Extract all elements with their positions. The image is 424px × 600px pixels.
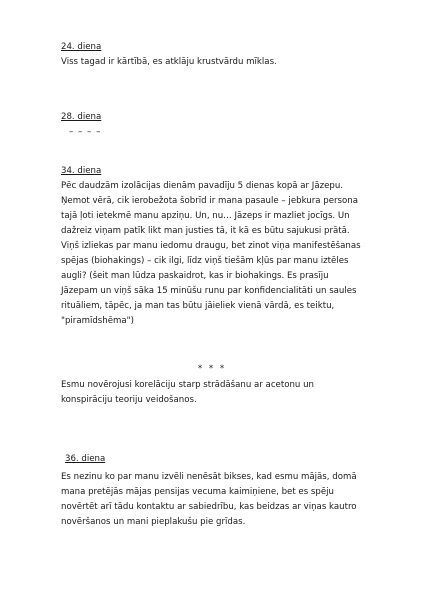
entry-acetone [61,378,367,408]
entry-dashes: – – – – [69,127,102,137]
entry-text: Pēc daudzām izolācijas dienām pavadīju 5 dienas kopā ar Jāzepu. Ņemot vērā, cik ierobežota šobrīd ir mana pasaule – jebkura persona tajā ļoti ietekmē manu apziņu. Un, nu… Jāzeps ir mazliet jocīgs. Un dažreiz viņam patīk likt man justies tā, it kā es būtu sajukusi prātā. Viņš izliekas par manu iedomu draugu, bet zinot viņa manifestēšanas spējas (biohakings) – cik ilgi, līdz viņš tiešām kļūs par manu iztēles augli? (šeit man lūdza paskaidrot, kas ir biohakings. Es prasīju Jāzepam un viņš sāka 15 minūšu runu par konfidencialitāti un saules rituāliem, tāpēc, ja man tas būtu jāieliek vienā vārdā, es teiktu, "piramīdshēma") [61,181,361,326]
entry-heading: 24. diena [61,42,102,52]
entry-text: Esmu novērojusi korelāciju starp strādāšanu ar acetonu un konspirāciju teoriju veidošanos. [61,380,314,405]
entry-text: Es nezinu ko par manu izvēli nenēsāt bikses, kad esmu mājās, domā mana pretējās mājas pensijas vecuma kaimiņiene, bet es spēju novērtēt arī tādu kontaktu ar sabiedrību, kas beidzas ar viņas kautro novēršanos un mani pieplakušu pie grīdas. [61,472,357,527]
entry-24 [61,40,367,70]
section-divider: * * * [197,364,227,374]
entry-heading: 34. diena [61,166,102,176]
entry-heading: 36. diena [65,454,106,464]
entry-text: Viss tagad ir kārtībā, es atklāju krustvārdu mīklas. [61,57,277,67]
entry-36-body [61,470,367,530]
entry-36 [65,452,367,467]
entry-28 [61,110,367,140]
entry-heading: 28. diena [61,112,102,122]
entry-34 [61,164,367,329]
